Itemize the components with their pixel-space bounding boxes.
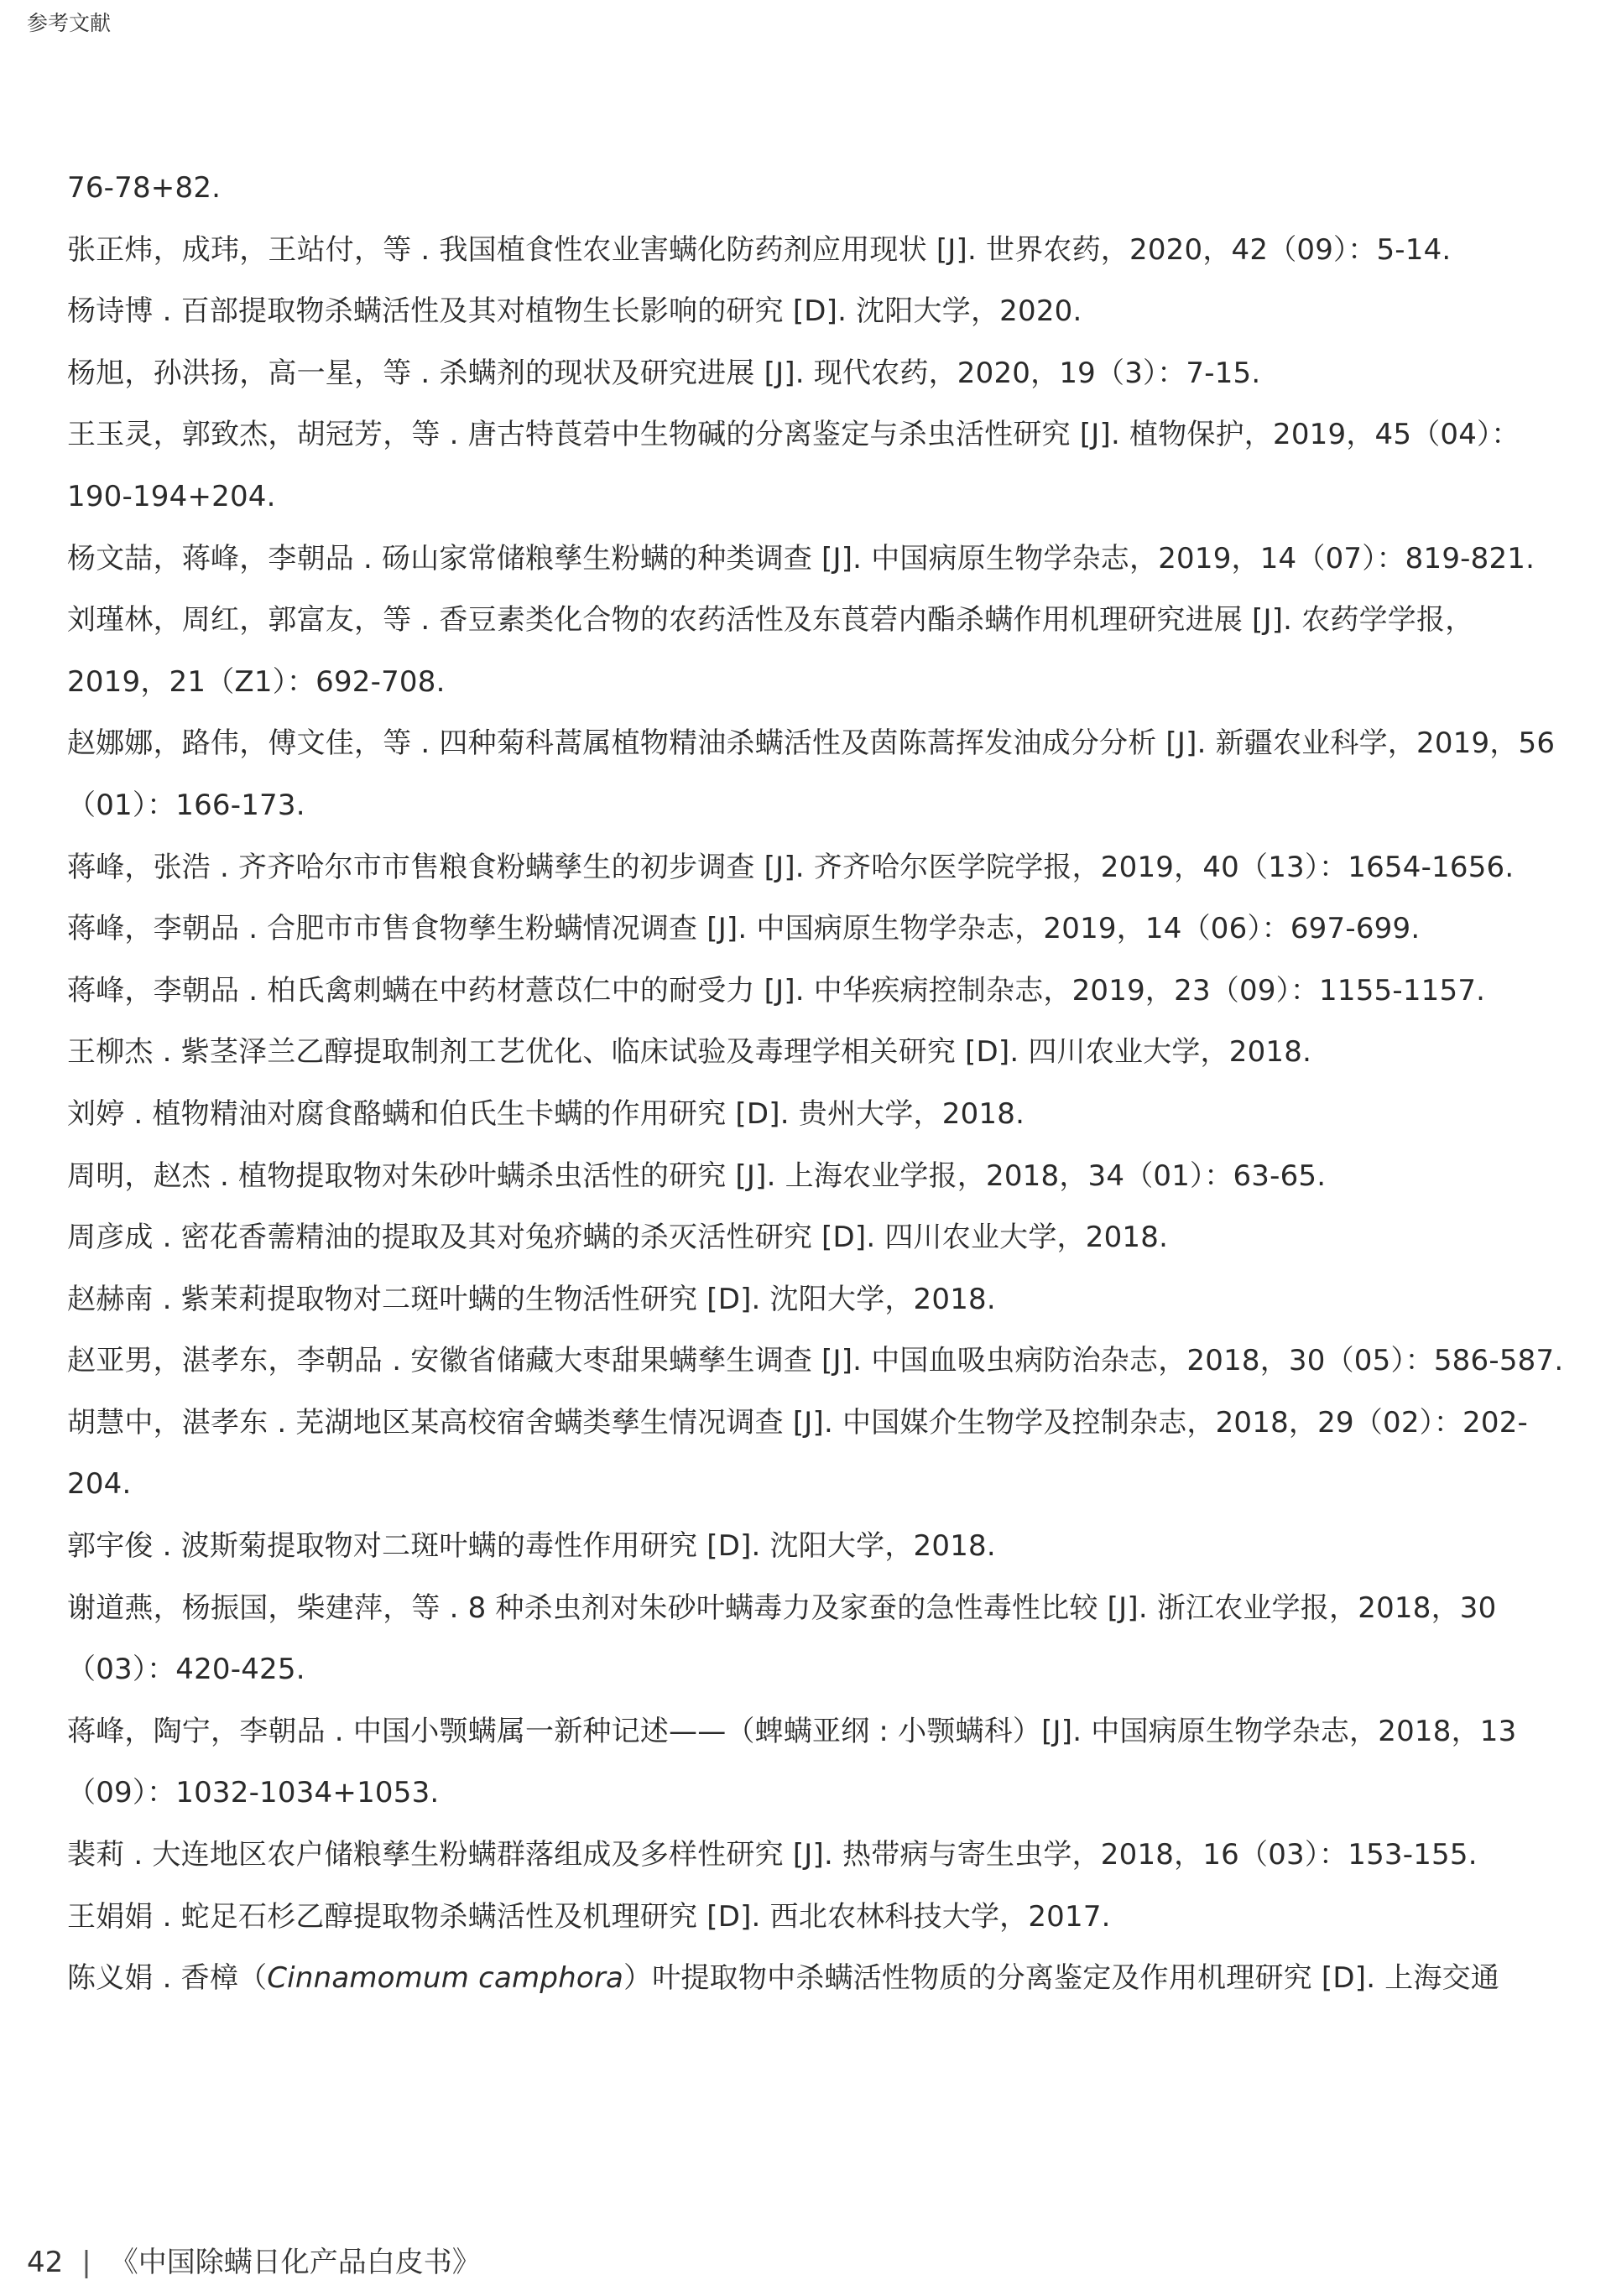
page-number: 42 bbox=[27, 2246, 64, 2279]
species-latin-name: Cinnamomum camphora bbox=[267, 1961, 624, 1996]
reference-item-last bbox=[67, 1948, 1567, 2010]
reference-item: 76-78+82. bbox=[67, 171, 222, 205]
reference-text-after: ）叶提取物中杀螨活性物质的分离鉴定及作用机理研究 [D]. 上海交通 bbox=[623, 1961, 1500, 1996]
reference-item: 谢道燕，杨振国，柴建萍，等 . 8 种杀虫剂对朱砂叶螨毒力及家蚕的急性毒性比较 [J]. 浙江农业学报，2018，30（03）：420-425. bbox=[67, 1591, 1497, 1687]
reference-item: 蒋峰，李朝品 . 合肥市市售食物孳生粉螨情况调查 [J]. 中国病原生物学杂志，2019，14（06）：697-699. bbox=[67, 912, 1421, 946]
page-footer bbox=[27, 2239, 481, 2280]
reference-text-before: 陈义娟 . 香樟（ bbox=[67, 1961, 268, 1996]
reference-list bbox=[67, 158, 1567, 2010]
reference-item: 蒋峰，李朝品 . 柏氏禽刺螨在中药材薏苡仁中的耐受力 [J]. 中华疾病控制杂志，2019，23（09）：1155-1157. bbox=[67, 973, 1486, 1007]
reference-item: 胡慧中，湛孝东 . 芜湖地区某高校宿舍螨类孳生情况调查 [J]. 中国媒介生物学及控制杂志，2018，29（02）：202-204. bbox=[67, 1405, 1529, 1502]
footer-separator: | bbox=[81, 2246, 91, 2279]
reference-item: 杨诗博 . 百部提取物杀螨活性及其对植物生长影响的研究 [D]. 沈阳大学，2020. bbox=[67, 294, 1082, 329]
reference-item: 杨文喆，蒋峰，李朝品 . 砀山家常储粮孳生粉螨的种类调查 [J]. 中国病原生物学杂志，2019，14（07）：819-821. bbox=[67, 541, 1535, 575]
reference-item: 蒋峰，陶宁，李朝品 . 中国小颚螨属一新种记述——（蜱螨亚纲 : 小颚螨科）[J]. 中国病原生物学杂志，2018，13（09）：1032-1034+1053. bbox=[67, 1714, 1517, 1810]
reference-item: 赵赫南 . 紫茉莉提取物对二斑叶螨的生物活性研究 [D]. 沈阳大学，2018. bbox=[67, 1282, 996, 1316]
reference-item: 周明，赵杰 . 植物提取物对朱砂叶螨杀虫活性的研究 [J]. 上海农业学报，2018，34（01）：63-65. bbox=[67, 1158, 1327, 1193]
reference-item: 刘婷 . 植物精油对腐食酪螨和伯氏生卡螨的作用研究 [D]. 贵州大学，2018. bbox=[67, 1096, 1025, 1131]
reference-item: 张正炜，成玮，王站付，等 . 我国植食性农业害螨化防药剂应用现状 [J]. 世界农药，2020，42（09）：5-14. bbox=[67, 232, 1452, 267]
reference-item: 王娟娟 . 蛇足石杉乙醇提取物杀螨活性及机理研究 [D]. 西北农林科技大学，2017. bbox=[67, 1899, 1111, 1934]
reference-item: 刘瑾林，周红，郭富友，等 . 香豆素类化合物的农药活性及东莨菪内酯杀螨作用机理研究进展 [J]. 农药学学报，2019，21（Z1）：692-708. bbox=[67, 603, 1474, 699]
running-header: 参考文献 bbox=[27, 11, 112, 35]
reference-item: 裴莉 . 大连地区农户储粮孳生粉螨群落组成及多样性研究 [J]. 热带病与寄生虫学，2018，16（03）：153-155. bbox=[67, 1838, 1478, 1872]
reference-item: 王玉灵，郭致杰，胡冠芳，等 . 唐古特莨菪中生物碱的分离鉴定与杀虫活性研究 [J]. 植物保护，2019，45（04）：190-194+204. bbox=[67, 418, 1520, 513]
reference-item: 王柳杰 . 紫茎泽兰乙醇提取制剂工艺优化、临床试验及毒理学相关研究 [D]. 四川农业大学，2018. bbox=[67, 1035, 1312, 1070]
reference-item: 赵亚男，湛孝东，李朝品 . 安徽省储藏大枣甜果螨孳生调查 [J]. 中国血吸虫病防治杂志，2018，30（05）：586-587. bbox=[67, 1344, 1564, 1378]
reference-item: 蒋峰，张浩 . 齐齐哈尔市市售粮食粉螨孳生的初步调查 [J]. 齐齐哈尔医学院学报，2019，40（13）：1654-1656. bbox=[67, 850, 1515, 884]
reference-item: 郭宇俊 . 波斯菊提取物对二斑叶螨的毒性作用研究 [D]. 沈阳大学，2018. bbox=[67, 1529, 996, 1564]
reference-item: 赵娜娜，路伟，傅文佳，等 . 四种菊科蒿属植物精油杀螨活性及茵陈蒿挥发油成分分析 [J]. 新疆农业科学，2019，56（01）：166-173. bbox=[67, 726, 1556, 822]
reference-item: 杨旭，孙洪扬，高一星，等 . 杀螨剂的现状及研究进展 [J]. 现代农药，2020，19（3）：7-15. bbox=[67, 356, 1261, 390]
reference-item: 周彦成 . 密花香薷精油的提取及其对兔疥螨的杀灭活性研究 [D]. 四川农业大学，2018. bbox=[67, 1221, 1169, 1255]
book-title: 《中国除螨日化产品白皮书》 bbox=[109, 2246, 481, 2279]
